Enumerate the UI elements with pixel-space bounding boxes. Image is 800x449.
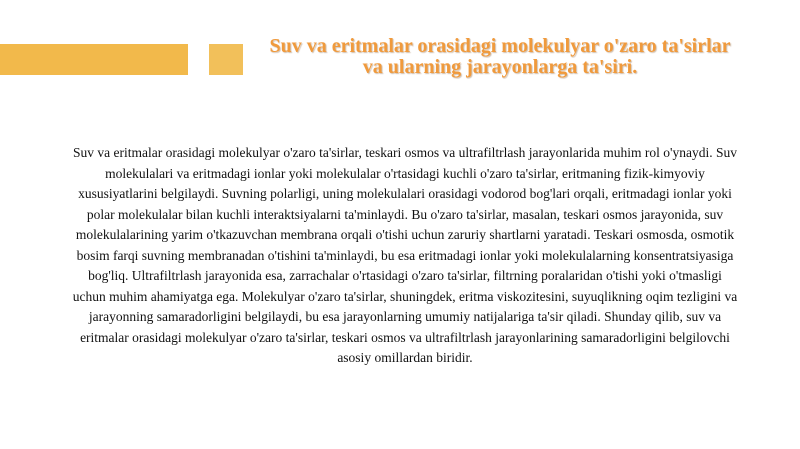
slide-title: Suv va eritmalar orasidagi molekulyar o'zaro ta'sirlar va ularning jarayonlarga ta'siri. [269, 35, 731, 78]
decorative-bar-short [209, 44, 243, 75]
decorative-bar-long [0, 44, 188, 75]
slide-body-text: Suv va eritmalar orasidagi molekulyar o'zaro ta'sirlar, teskari osmos va ultrafiltrlash jarayonlarida muhim rol o'ynaydi. Suv molekulalari va eritmadagi ionlar yoki molekulalar o'rtasidagi kuchli o'zaro ta'sirlar, eritmaning fizik-kimyoviy xususiyatlarini belgilaydi. Suvning polarligi, uning molekulalari orasidagi vodorod bog'lari orqali, eritmadagi ionlar yoki polar molekulalar bilan kuchli interaktsiyalarni ta'minlaydi. Bu o'zaro ta'sirlar, masalan, teskari osmos jarayonida, suv molekulalarining yarim o'tkazuvchan membrana orqali o'tishi uchun zaruriy shartlarni yaratadi. Teskari osmosda, osmotik bosim farqi suvning membranadan o'tishini ta'minlaydi, bu esa eritmadagi ionlar yoki molekulalarning konsentratsiyasiga bog'liq. Ultrafiltrlash jarayonida esa, zarrachalar o'rtasidagi o'zaro ta'sirlar, filtrning poralaridan o'tishi yoki o'tmasligi uchun muhim ahamiyatga ega. Molekulyar o'zaro ta'sirlar, shuningdek, eritma viskozitesini, suyuqlikning oqim tezligini va jarayonning samaradorligini belgilaydi, bu esa jarayonlarning umumiy natijalariga ta'sir qiladi. Shunday qilib, suv va eritmalar orasidagi molekulyar o'zaro ta'sirlar, teskari osmos va ultrafiltrlash jarayonlarining samaradorligini belgilovchi asosiy omillardan biridir. [72, 145, 738, 365]
